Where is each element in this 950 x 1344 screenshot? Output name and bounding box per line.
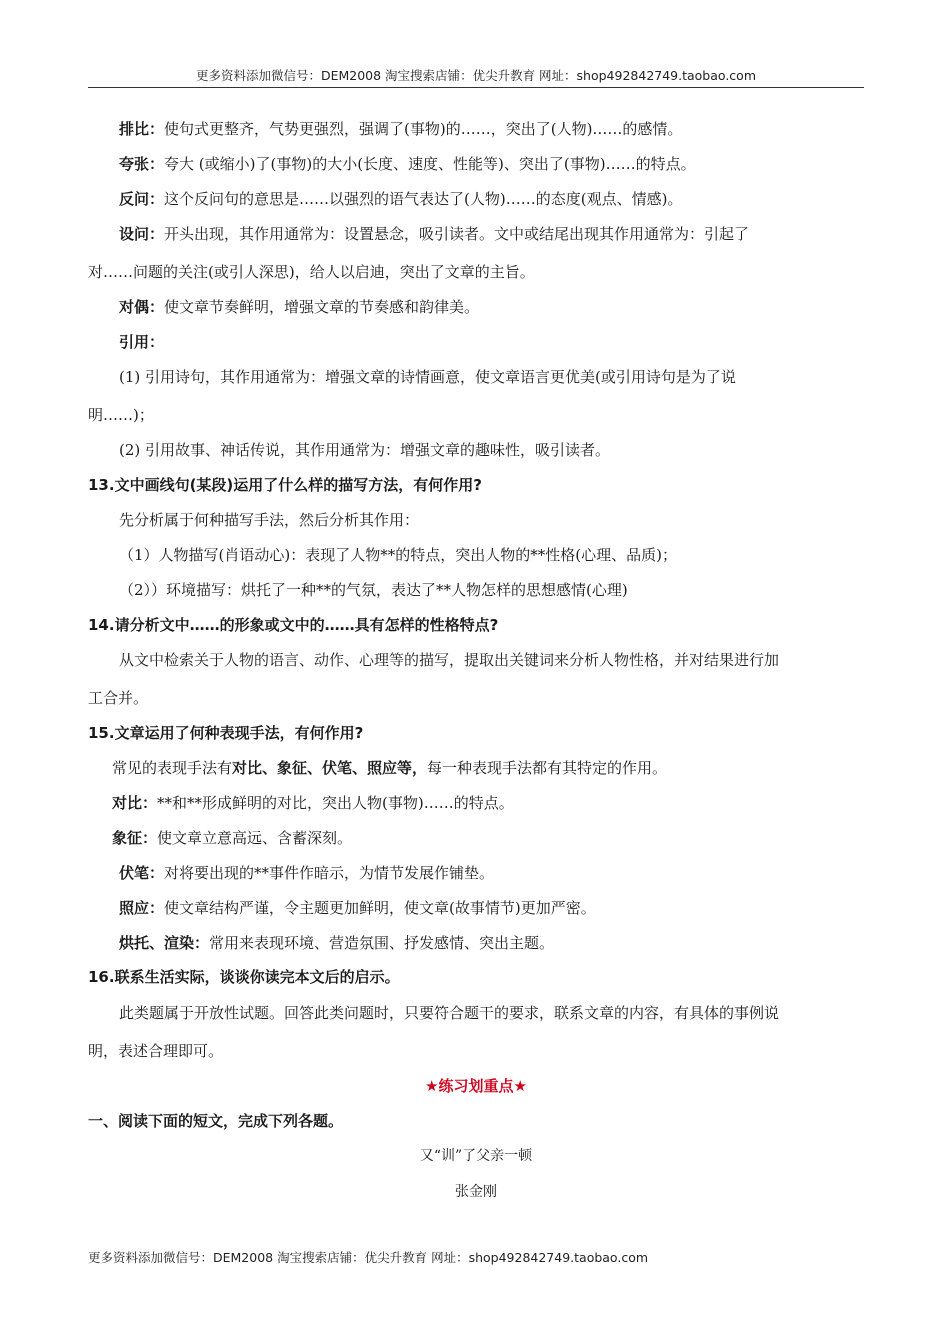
q16-title: 16.联系生活实际，谈谈你读完本文后的启示。 (88, 968, 400, 986)
fanwen-term: 反问： (119, 190, 165, 208)
q15-intro (112, 757, 667, 778)
q15-title: 15.文章运用了何种表现手法，有何作用? (88, 724, 364, 742)
q15-intro-pre: 常见的表现手法有 (112, 759, 233, 777)
duibi-text: **和**形成鲜明的对比，突出人物(事物)……的特点。 (157, 794, 514, 812)
q13-item-2: （2））环境描写：烘托了一种**的气氛，表达了**人物怎样的思想感情(心理) (119, 581, 628, 599)
duiou-term: 对偶： (119, 298, 165, 316)
article-title: 又“训”了父亲一顿 (419, 1148, 533, 1164)
duiou-text: 使文章节奏鲜明，增强文章的节奏感和韵律美。 (164, 298, 480, 316)
zhaoying-term: 照应： (119, 899, 165, 917)
q16-cont: 明，表述合理即可。 (88, 1042, 224, 1060)
fubi-line (119, 862, 494, 883)
q13-item-1: （1）人物描写(肖语动心)：表现了人物**的特点，突出人物的**性格(心理、品质)； (119, 546, 677, 564)
shewen-term: 设问： (119, 225, 165, 243)
duibi-line (112, 792, 514, 813)
fubi-text: 对将要出现的**事件作暗示，为情节发展作铺垫。 (164, 864, 495, 882)
kuazhang-line (119, 153, 696, 174)
practice-banner: ★练习划重点★ (425, 1077, 527, 1095)
shewen-line (119, 223, 749, 244)
fubi-term: 伏笔： (119, 864, 165, 882)
paibi-text: 使句式更整齐，气势更强烈，强调了(事物)的……，突出了(人物)……的感情。 (164, 120, 683, 138)
shewen-cont: 对……问题的关注(或引人深思)，给人以启迪，突出了文章的主旨。 (88, 263, 535, 281)
q15-intro-bold: 对比、象征、伏笔、照应等， (232, 759, 428, 777)
zhaoying-text: 使文章结构严谨，令主题更加鲜明，使文章(故事情节)更加严密。 (164, 899, 596, 917)
page-footer: 更多资料添加微信号：DEM2008 淘宝搜索店铺：优尖升教育 网址：shop492842749.taobao.com (88, 1250, 649, 1265)
paibi-term: 排比： (119, 120, 165, 138)
page-header: 更多资料添加微信号：DEM2008 淘宝搜索店铺：优尖升教育 网址：shop492842749.taobao.com (195, 68, 757, 83)
zhaoying-line (119, 897, 596, 918)
duibi-term: 对比： (112, 794, 158, 812)
q16-text: 此类题属于开放性试题。回答此类问题时，只要符合题干的要求，联系文章的内容，有具体的事例说 (119, 1004, 780, 1022)
fanwen-line (119, 188, 682, 209)
yinyong-term: 引用： (119, 333, 165, 351)
q14-title: 14.请分析文中……的形象或文中的……具有怎样的性格特点? (88, 616, 499, 634)
kuazhang-text: 夸大 (或缩小)了(事物)的大小(长度、速度、性能等)、突出了(事物)……的特点。 (164, 155, 696, 173)
practice-section-title: 一、阅读下面的短文，完成下列各题。 (88, 1112, 344, 1130)
shewen-text: 开头出现，其作用通常为：设置悬念，吸引读者。文中或结尾出现其作用通常为：引起了 (164, 225, 750, 243)
article-author: 张金刚 (455, 1184, 497, 1200)
yinyong-item-1-cont: 明……)； (88, 406, 154, 424)
q14-cont: 工合并。 (88, 689, 149, 707)
xiangzheng-text: 使文章立意高远、含蓄深刻。 (157, 829, 353, 847)
q13-intro: 先分析属于何种描写手法，然后分析其作用： (119, 511, 420, 529)
kuazhang-term: 夸张： (119, 155, 165, 173)
q13-title: 13.文中画线句(某段)运用了什么样的描写方法，有何作用? (88, 476, 482, 494)
hongtuo-term: 烘托、渲染： (119, 934, 210, 952)
yinyong-item-1: (1) 引用诗句，其作用通常为：增强文章的诗情画意，使文章语言更优美(或引用诗句是为了说 (119, 368, 736, 386)
duiou-line (119, 296, 479, 317)
hongtuo-text: 常用来表现环境、营造氛围、抒发感情、突出主题。 (209, 934, 555, 952)
xiangzheng-term: 象征： (112, 829, 158, 847)
header-rule (88, 87, 864, 88)
paibi-line (119, 118, 682, 139)
xiangzheng-line (112, 827, 352, 848)
yinyong-item-2: (2) 引用故事、神话传说，其作用通常为：增强文章的趣味性，吸引读者。 (119, 441, 611, 459)
hongtuo-line (119, 932, 554, 953)
q15-intro-post: 每一种表现手法都有其特定的作用。 (427, 759, 668, 777)
fanwen-text: 这个反问句的意思是……以强烈的语气表达了(人物)……的态度(观点、情感)。 (164, 190, 683, 208)
q14-text: 从文中检索关于人物的语言、动作、心理等的描写，提取出关键词来分析人物性格，并对结果进行加 (119, 651, 780, 669)
